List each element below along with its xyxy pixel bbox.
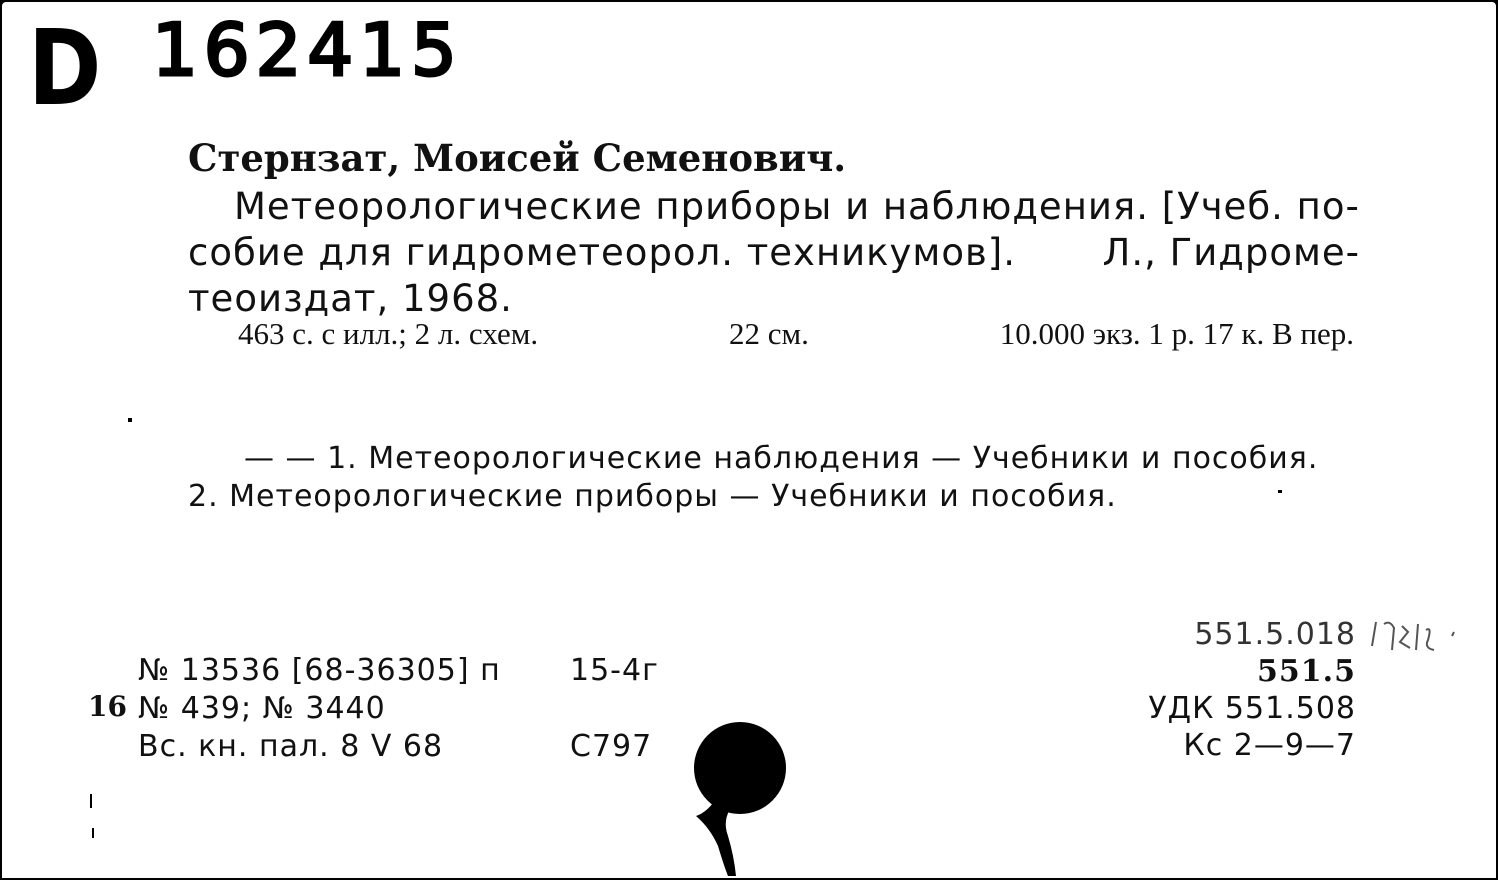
- registration-code: С797: [570, 729, 653, 764]
- classification-code: 551.5.018: [1194, 617, 1356, 652]
- classification-block: [1148, 616, 1356, 764]
- registration-block: [138, 652, 659, 766]
- speck: [92, 828, 94, 838]
- title-line-2-right: Л., Гидроме-: [1102, 231, 1360, 274]
- title-line-3: теоиздат, 1968.: [188, 277, 513, 320]
- handwritten-letter: D: [28, 7, 102, 129]
- registration-chamber: Вс. кн. пал. 8 V 68: [138, 729, 444, 764]
- classification-code: 551.5: [1257, 654, 1356, 689]
- side-mark: 16: [88, 690, 127, 723]
- speck: [128, 418, 132, 422]
- registration-row: [138, 652, 659, 690]
- author-mark: Кс 2—9—7: [1183, 728, 1356, 763]
- subject-1: — — 1. Метеорологические наблюдения — Учебники и пособия.: [244, 441, 1319, 476]
- stamp-smudge-icon: [1362, 616, 1462, 666]
- title-line-1: Метеорологические приборы и наблюдения. [Учеб. по-: [234, 185, 1360, 228]
- collation-print-run: 10.000 экз. 1 р. 17 к. В пер.: [999, 316, 1354, 351]
- registration-row: [138, 728, 659, 766]
- speck: [1278, 490, 1282, 493]
- punch-hole-icon: [688, 716, 788, 876]
- subject-headings: [188, 440, 1368, 516]
- registration-code: 15-4г: [570, 653, 659, 688]
- collation-line: [238, 316, 1354, 352]
- subject-2: 2. Метеорологические приборы — Учебники и пособия.: [188, 479, 1117, 514]
- registration-number: № 439; № 3440: [138, 691, 386, 726]
- udc-code: УДК 551.508: [1148, 691, 1356, 726]
- collation-size: 22 см.: [728, 316, 809, 351]
- registration-row: [138, 690, 659, 728]
- title-line-2-left: собие для гидрометеорол. техникумов].: [188, 231, 1016, 274]
- handwritten-number: 162415: [152, 8, 463, 92]
- speck: [90, 794, 92, 808]
- title-block: [188, 184, 1360, 322]
- collation-pages: 463 с. с илл.; 2 л. схем.: [238, 316, 539, 351]
- author-heading: Стернзат, Моисей Семенович.: [188, 136, 847, 180]
- registration-number: № 13536 [68-36305] п: [138, 653, 501, 688]
- title-line-2: [188, 230, 1360, 276]
